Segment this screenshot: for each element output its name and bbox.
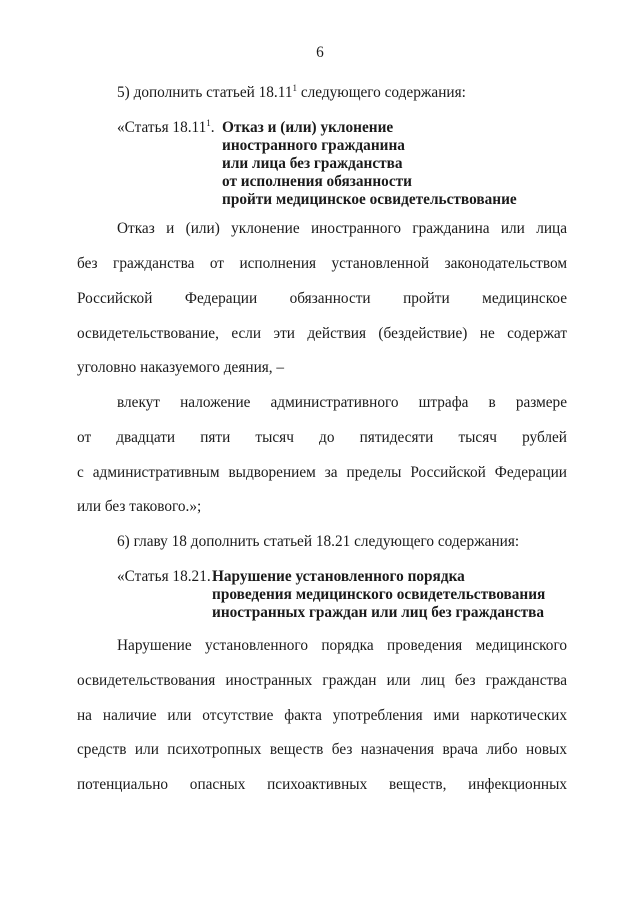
item-5-superscript: 1 xyxy=(292,83,297,93)
article-18-21-body-line: средств или психотропных веществ без назначения врача либо новых xyxy=(77,741,567,758)
article-18-11-title-line: Отказ и (или) уклонение xyxy=(222,119,394,136)
article-18-11-title-line: иностранного гражданина xyxy=(222,137,405,154)
article-18-11-body-line: без гражданства от исполнения установленной законодательством xyxy=(77,255,567,272)
article-18-11-title-line: пройти медицинское освидетельствование xyxy=(222,191,517,208)
article-18-11-superscript: 1 xyxy=(206,118,211,128)
article-18-21-title-line: Нарушение установленного порядка xyxy=(212,568,465,585)
article-18-11-prefix xyxy=(117,119,215,137)
item-5-intro xyxy=(117,84,466,102)
article-18-11-body-line: влекут наложение административного штрафа в размере xyxy=(117,394,567,411)
page-number: 6 xyxy=(316,44,324,61)
article-18-11-body-line: уголовно наказуемого деяния, – xyxy=(77,359,285,376)
article-18-11-label: «Статья 18.11 xyxy=(117,119,207,136)
article-18-21-title-line: иностранных граждан или лиц без гражданства xyxy=(212,604,545,621)
article-18-11-body-line: Российской Федерации обязанности пройти медицинское xyxy=(77,290,567,307)
item-5-tail: следующего содержания: xyxy=(297,84,466,101)
item-5-text: 5) дополнить статьей 18.11 xyxy=(117,84,293,101)
article-18-11-title-line: от исполнения обязанности xyxy=(222,173,412,190)
article-18-11-title-line: или лица без гражданства xyxy=(222,155,403,172)
article-18-11-body-line: от двадцати пяти тысяч до пятидесяти тысяч рублей xyxy=(77,429,567,446)
article-18-21-body-line: потенциально опасных психоактивных веществ, инфекционных xyxy=(77,776,567,793)
item-6-intro: 6) главу 18 дополнить статьей 18.21 следующего содержания: xyxy=(117,533,520,550)
article-18-21-body-line: освидетельствования иностранных граждан или лиц без гражданства xyxy=(77,672,567,689)
article-18-21-prefix: «Статья 18.21. xyxy=(117,568,211,585)
article-18-21-title-line: проведения медицинского освидетельствования xyxy=(212,586,546,603)
article-18-11-body-line: освидетельствование, если эти действия (бездействие) не содержат xyxy=(77,325,567,342)
article-18-11-body-line: Отказ и (или) уклонение иностранного гражданина или лица xyxy=(117,220,567,237)
article-18-11-dot: . xyxy=(210,119,215,136)
article-18-11-body-line: с административным выдворением за пределы Российской Федерации xyxy=(77,464,567,481)
article-18-11-body-line: или без такового.»; xyxy=(77,498,202,515)
article-18-21-body-line: на наличие или отсутствие факта употребления ими наркотических xyxy=(77,707,567,724)
article-18-21-body-line: Нарушение установленного порядка проведения медицинского xyxy=(117,637,567,654)
